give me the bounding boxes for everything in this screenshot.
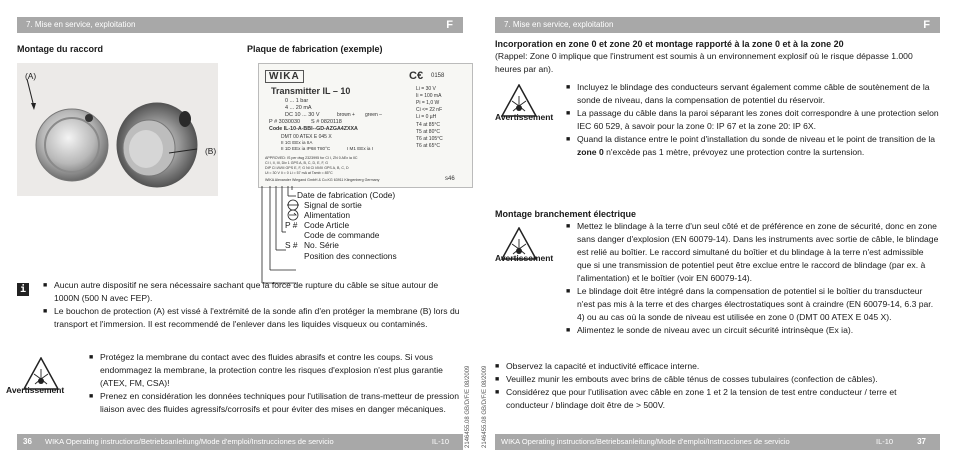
label-b: (B) [205, 146, 217, 156]
warning-list [89, 351, 459, 416]
plate-lii: Li = 0 µH [416, 114, 437, 120]
plate-ex2: II 1D EEx ia IP68 T80°C [281, 146, 331, 151]
plate-signal: 4 ... 20 mA [285, 105, 312, 111]
list-item: ■ Veuillez munir les embouts avec brins de câble ténus de cosses tubulaires (confection de câbles). [495, 373, 940, 386]
plate-t5: T5 at 80°C [416, 129, 440, 135]
plate-label-serial: No. Série [304, 240, 339, 250]
header-title: 7. Mise en service, exploitation [26, 20, 136, 29]
plate-approved2: CI I, II, III, Div 1 GPS A, B, C, D, E, F, G [265, 161, 329, 165]
footer-model: IL-10 [876, 437, 894, 446]
warning-bullet: ■ La passage du câble dans la paroi séparant les zones doit correspondre à une protection selon IEC 60 529, à savoir pour la zone 0: IP 67 et la zone 20: IP 6X. [566, 107, 940, 133]
warning-bullet: ■ Quand la distance entre le point d'installation du sonde de niveau et le point de transition de la zone 0 n'excède pas 1 mètre, prévoyez une protection contre la surtension. [566, 133, 940, 159]
plate-pi: Pi = 1,0 W [416, 100, 440, 106]
warning-label: Avertissement [495, 112, 554, 122]
plate-snr: S # 0820118 [311, 119, 342, 125]
warning-bullet: ■ Le blindage doit être intégré dans la compensation de potentiel si le boîtier du transducteur n'est pas mis à la terre et des charges électrostatiques sont à craindre (EN 60079-14, 6.3 par. 4) ou au cas où la sonde de niveau est utilisée en zone 0 (DMT 00 ATEX E 045 X). [566, 285, 940, 324]
right-page [480, 0, 954, 471]
section-heading-elec: Montage branchement électrique [495, 209, 637, 219]
footer-text: WIKA Operating instructions/Betriebsanleitung/Mode d'emploi/Instrucciones de servicio [45, 437, 334, 446]
info-list [43, 279, 463, 331]
plate-wire2: green – [365, 112, 382, 118]
warning-label: Avertissement [6, 385, 65, 395]
plate-label-signal: Signal de sortie [304, 200, 362, 210]
warning-bullet: ■ Mettez le blindage à la terre d'un seul côté et de préférence en zone de sécurité, donc en zone sans danger d'explosion (EN 60079-14). Dans les instruments avec sortie de câble, le blindage est relié au boîtier. Le raccord simultané du boîtier et du blindage à la terre n'est admissible que si une transmission de potentiel peut être exclue entre le raccord de blindage (par ex. à l'alimentation) et le boîtier (voir EN 60079-14). [566, 220, 940, 285]
plate-range: 0 ... 1 bar [285, 98, 309, 104]
footer-text: WIKA Operating instructions/Betriebsanleitung/Mode d'emploi/Instrucciones de servicio [501, 437, 790, 446]
plate-ex1: II 1G EEx ia IIA [281, 140, 313, 145]
bullet-list [495, 360, 940, 412]
plate-address: WIKA Alexander Wiegand GmbH & Co.KG 63911 Klingenberg Germany [265, 178, 380, 182]
warning-bullet: ■ Prenez en considération les données techniques pour l'utilisation de trans-metteur de pression liaison avec des fluides agressifs/corrosifs et pour éviter des mises en danger mécaniques. [89, 390, 459, 416]
page-number: 37 [917, 437, 926, 446]
warning-bullet: ■ Protégez la membrane du contact avec des fluides abrasifs et contre les coups. Si vous endommagez la membrane, la protection contre les risques d'explosion n'est plus garantie (ATEX, FM, CSA)! [89, 351, 459, 390]
page-footer [17, 434, 463, 450]
warning-bullet: ■ Incluyez le blindage des conducteurs servant également comme câble de soutènement de la sonde de niveau, dans la compensation de potentiel du réservoir. [566, 81, 940, 107]
warning-list-elec [566, 220, 940, 337]
plate-label-connections: Position des connections [304, 251, 397, 261]
page-header [495, 17, 940, 33]
plate-t6b: T6 at 65°C [416, 143, 440, 149]
plate-supply: DC 10 ... 30 V [285, 112, 320, 118]
page-header [17, 17, 463, 33]
zone-intro: (Rappel: Zone 0 implique que l'instrument est soumis à un environnement explosif où le risque dépasse 1.000 heures par an). [495, 51, 913, 74]
list-item: ■ Observez la capacité et inductivité efficace interne. [495, 360, 940, 373]
plate-atex: DMT 00 ATEX E 045 X [281, 134, 332, 140]
wika-logo: WIKA [265, 70, 304, 83]
plate-li: Li = 30 V [416, 86, 436, 92]
list-item: ■ Considérez que pour l'utilisation avec câble en zone 1 et 2 la tension de test entre conducteur / terre et conducteur / blindage doit être de > 500V. [495, 386, 940, 412]
ce-mark: C€ [409, 70, 424, 82]
language-tag: F [446, 19, 453, 31]
plate-ci: Ci <= 22 nF [416, 107, 443, 113]
plate-ii: Ii = 100 mA [416, 93, 442, 99]
info-icon: i [17, 283, 29, 296]
page-footer [495, 434, 940, 450]
plate-approved4: Ui = 30 V Ii = 0 Li = 57 mA at Tamb = 85°C [265, 171, 333, 175]
plate-label-supply: Alimentation [304, 210, 351, 220]
info-bullet: ■ Aucun autre dispositif ne sera nécessaire sachant que la force de rupture du câble se situe autour de 1000N (500 N avec FEP). [43, 279, 463, 305]
plate-label-article: Code Article [304, 220, 350, 230]
label-a: (A) [25, 71, 37, 81]
plate-ex3: I M1 EEx ia I [347, 146, 374, 151]
vertical-doc-code: 2146455.08 GB/D/F/E 08/2009 [465, 365, 471, 448]
plate-model: Transmitter IL – 10 [271, 86, 351, 96]
warning-list-zone [566, 81, 940, 159]
plate-approved3: DIP CI I/II/III GPS E, F, G NI CI I/II/III GPS A, B, C, D [265, 166, 349, 170]
section-heading-montage: Montage du raccord [17, 44, 104, 54]
plate-pnr: P # 3030030 [269, 119, 301, 125]
plate-prefix-s: S # [285, 240, 298, 250]
info-bullet: ■ Le bouchon de protection (A) est vissé à l'extrémité de la sonde afin d'en protéger la membrane (B) lors du transport et l'immersion. Il est recommendé de l'enlever dans les liquides visqueux ou contaminés. [43, 305, 463, 331]
plate-t6: T6 at 105°C [416, 136, 443, 142]
ce-number: 0158 [431, 73, 445, 79]
warning-bullet: ■ Alimentez le sonde de niveau avec un circuit sécurité intrinsèque (Ex ia). [566, 324, 940, 337]
language-tag: F [923, 19, 930, 31]
plate-wire1: brown + [337, 112, 355, 118]
page-number: 36 [23, 437, 32, 446]
plate-date: s46 [445, 176, 455, 182]
sensor-photo [17, 63, 218, 196]
section-heading-plaque: Plaque de fabrication (exemple) [247, 44, 383, 54]
plate-prefix-p: P # [285, 220, 298, 230]
header-title: 7. Mise en service, exploitation [504, 20, 614, 29]
warning-label: Avertissement [495, 253, 554, 263]
plate-code: Code IL-10-A-BBI--GD-AZGA4ZXXA [269, 126, 358, 132]
vertical-doc-code: 2146455.08 GB/D/F/E 08/2009 [482, 365, 488, 448]
plate-label-order: Code de commande [304, 230, 380, 240]
nameplate [258, 63, 473, 188]
plate-label-date: Date de fabrication (Code) [297, 190, 396, 200]
signal-icon [283, 199, 303, 221]
footer-model: IL-10 [431, 437, 449, 446]
plate-t4: T4 at 85°C [416, 122, 440, 128]
plate-approved: APPROVED: IS per dwg 2323995 for CI I, ZN 0 AEx ia IIC [265, 156, 358, 160]
section-heading-zone: Incorporation en zone 0 et zone 20 et montage rapporté à la zone 0 et à la zone 20 [495, 39, 844, 49]
